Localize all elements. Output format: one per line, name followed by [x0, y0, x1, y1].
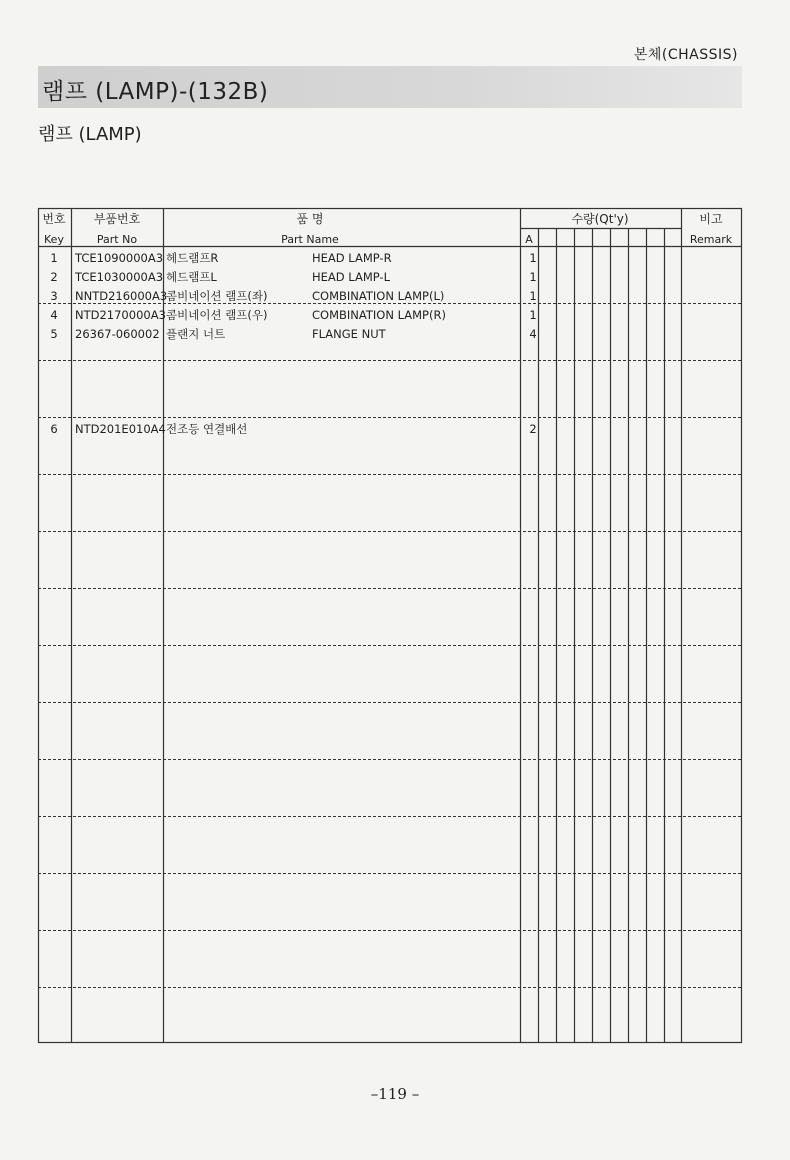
table-row [50, 251, 536, 265]
row-part-no: NTD2170000A3 [75, 308, 166, 322]
row-key: 6 [50, 422, 58, 436]
row-qty: 2 [529, 422, 537, 436]
page-title: 램프 (LAMP)-(132B) [42, 79, 269, 105]
row-name-kr: 전조등 연결배선 [166, 422, 248, 436]
col-part-en: Part No [96, 233, 138, 246]
row-key: 5 [50, 327, 58, 341]
col-part-kr: 부품번호 [93, 212, 141, 226]
row-part-no: NNTD216000A3 [75, 289, 168, 303]
row-qty: 4 [529, 327, 537, 341]
row-qty: 1 [529, 289, 537, 303]
col-key-kr: 번호 [42, 212, 66, 226]
row-key: 1 [50, 251, 58, 265]
row-name-kr: 헤드램프R [166, 251, 219, 265]
row-name-en: HEAD LAMP-L [312, 270, 390, 284]
table-row [50, 422, 536, 436]
row-name-kr: 콤비네이션 램프(우) [166, 308, 268, 322]
row-name-en: HEAD LAMP-R [312, 251, 392, 265]
row-name-kr: 헤드램프L [166, 270, 217, 284]
table-row [50, 327, 536, 341]
col-name-kr: 품 명 [296, 212, 324, 226]
row-part-no: NTD201E010A4 [75, 422, 166, 436]
row-key: 2 [50, 270, 58, 284]
row-part-no: TCE1030000A3 [75, 270, 164, 284]
table-row [50, 270, 536, 284]
col-key-en: Key [44, 233, 64, 246]
row-name-en: COMBINATION LAMP(L) [312, 289, 445, 303]
page-subtitle: 램프 (LAMP) [38, 124, 142, 145]
row-key: 3 [50, 289, 58, 303]
col-name-en: Part Name [281, 233, 339, 246]
row-name-en: COMBINATION LAMP(R) [312, 308, 446, 322]
row-qty: 1 [529, 308, 537, 322]
table-row [50, 308, 536, 322]
row-part-no: 26367-060002 [75, 327, 160, 341]
col-qty-a: A [525, 233, 533, 246]
section-label: 본체(CHASSIS) [633, 47, 738, 63]
row-name-kr: 콤비네이션 램프(좌) [166, 289, 268, 303]
row-qty: 1 [529, 270, 537, 284]
row-part-no: TCE1090000A3 [75, 251, 164, 265]
col-remark-kr: 비고 [699, 212, 723, 226]
col-remark-en: Remark [689, 233, 733, 246]
row-name-kr: 플랜지 너트 [166, 327, 226, 341]
table-row [50, 289, 536, 303]
col-qty: 수량(Qt'y) [571, 212, 629, 226]
page-number: –119 – [370, 1085, 420, 1103]
row-qty: 1 [529, 251, 537, 265]
row-name-en: FLANGE NUT [312, 327, 386, 341]
row-key: 4 [50, 308, 58, 322]
